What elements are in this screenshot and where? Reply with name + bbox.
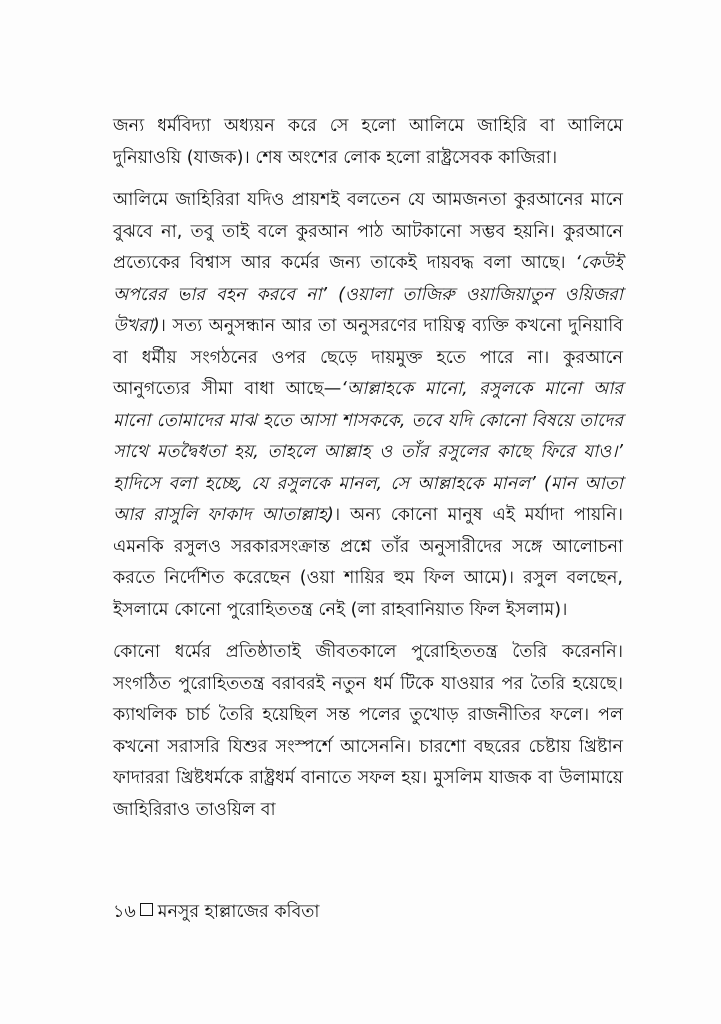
page-number: ১৬ xyxy=(113,902,136,922)
text-run: কোনো ধর্মের প্রতিষ্ঠাতাই জীবতকালে পুরোহিততন্ত্র তৈরি করেননি। সংগঠিত পুরোহিততন্ত্র বরাবরই নতুন ধর্ম টিকে যাওয়ার পর তৈরি হয়েছে। ক্যাথলিক চার্চ তৈরি হয়েছিল সন্ত পলের তুখোড় রাজনীতির ফলে। পল কখনো সরাসরি যিশুর সংস্পর্শে আসেননি। চারশো বছরের চেষ্টায় খ্রিষ্টান ফাদাররা খ্রিষ্টধর্মকে রাষ্ট্রধর্ম বানাতে সফল হয়। মুসলিম যাজক বা উলামায়ে জাহিরিরাও তাওয়িল বা xyxy=(113,642,623,820)
book-title: মনসুর হাল্লাজের কবিতা xyxy=(157,902,320,922)
body-text xyxy=(113,111,623,826)
text-run: আলিমে জাহিরিরা যদিও প্রায়শই বলতেন যে আমজনতা কুরআনের মানে বুঝবে না, তবু তাই বলে কুরআন পাঠ আটকানো সম্ভব হয়নি। কুরআনে প্রত্যেকের বিশ্বাস আর কর্মের জন্য তাকেই দায়বদ্ধ বলা আছে। xyxy=(113,190,623,273)
text-run: । সত্য অনুসন্ধান আর তা অনুসরণের দায়িত্ব ব্যক্তি কখনো দুনিয়াবি বা ধর্মীয় সংগঠনের ওপর ছেড়ে দায়মুক্ত হতে পারে না। কুরআনে আনুগত্যের সীমা বাধা আছে— xyxy=(113,316,623,399)
page-footer xyxy=(113,898,320,926)
italic-quote: ‘কেউই অপরের ভার বহন করবে না’ (ওয়ালা তাজিরু ওয়াজিয়াতুন ওয়িজরা উখরা) xyxy=(113,253,623,336)
square-separator-icon xyxy=(140,903,153,916)
paragraph xyxy=(113,111,623,174)
paragraph xyxy=(113,185,623,626)
text-run: জন্য ধর্মবিদ্যা অধ্যয়ন করে সে হলো আলিমে জাহিরি বা আলিমে দুনিয়াওয়ি (যাজক)। শেষ অংশের লোক হলো রাষ্ট্রসেবক কাজিরা। xyxy=(113,116,623,168)
text-run: । অন্য কোনো মানুষ এই মর্যাদা পায়নি। এমনকি রসুলও সরকারসংক্রান্ত প্রশ্নে তাঁর অনুসারীদের সঙ্গে আলোচনা করতে নির্দেশিত করেছেন (ওয়া শায়ির হুম ফিল আমে)। রসুল বলছেন, ইসলামে কোনো পুরোহিততন্ত্র নেই (লা রাহবানিয়াত ফিল ইসলাম)। xyxy=(113,505,623,620)
italic-quote: ‘আল্লাহকে মানো, রসুলকে মানো আর মানো তোমাদের মাঝ হতে আসা শাসককে, তবে যদি কোনো বিষয়ে তাদের সাথে মতদ্বৈধতা হয়, তাহলে আল্লাহ ও তাঁর রসুলের কাছে ফিরে যাও।’ হাদিসে বলা হচ্ছে, যে রসুলকে মানল, সে আল্লাহকে মানল’ (মান আতা আর রাসুলি ফাকাদ আতাল্লাহ) xyxy=(113,379,623,525)
paragraph xyxy=(113,637,623,826)
